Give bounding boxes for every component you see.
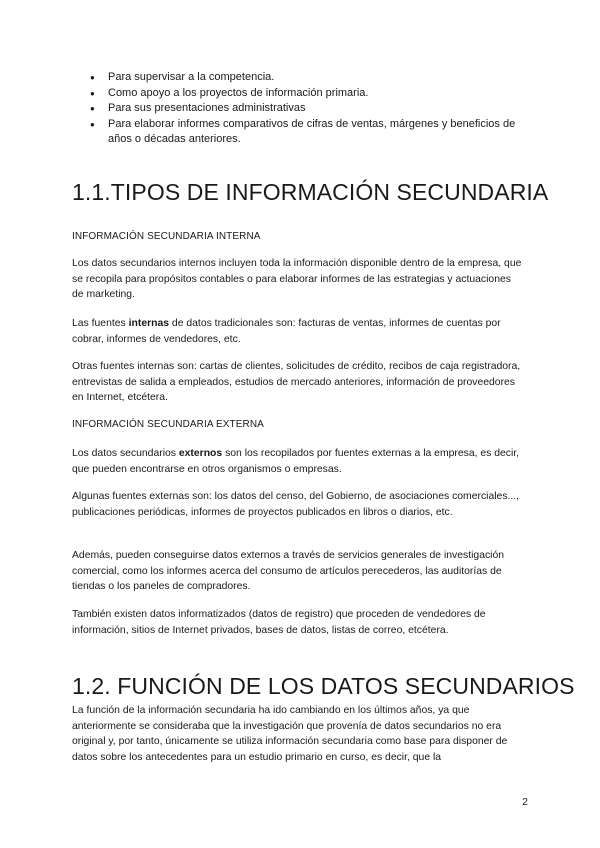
paragraph-servicios: Además, pueden conseguirse datos externos a través de servicios generales de investigación comercial, como los informes acerca del consumo de artículos perecederos, las auditorías de tiendas o los paneles de compradores. [72, 550, 505, 592]
bullet-item: ● Como apoyo a los proyectos de información primaria. [90, 86, 530, 102]
text-span: Las fuentes [72, 318, 129, 329]
paragraph-fuentes-externas: Algunas fuentes externas son: los datos del censo, del Gobierno, de asociaciones comerciales..., publicaciones periódicas, informes de proyectos publicados en libros o diarios, etc. [72, 491, 520, 518]
text-span: de datos tradicionales son: facturas de ventas, informes de cuentas por cobrar, informes de vendedores, etc. [72, 318, 501, 345]
section-heading-funcion: 1.2. FUNCIÓN DE LOS DATOS SECUNDARIOS [72, 673, 575, 699]
text-span: son los recopilados por fuentes externas a la empresa, es decir, que pueden encontrarse en otros organismos o empresas. [72, 448, 520, 475]
bold-term-externos: externos [178, 448, 223, 459]
paragraph-funcion: La función de la información secundaria ha ido cambiando en los últimos años, ya que anteriormente se consideraba que la investigación que provenía de datos secundarios no era original y, por tanto, únicamente se utiliza información secundaria como base para disponer de datos sobre los antecedentes para un estudio primario en curso, es decir, que la [72, 705, 508, 763]
bold-term-internas: internas [128, 318, 170, 329]
bullet-item: ● Para sus presentaciones administrativas [90, 101, 530, 117]
page-number: 2 [522, 796, 528, 808]
paragraph-otras-fuentes: Otras fuentes internas son: cartas de clientes, solicitudes de crédito, recibos de caja registradora, entrevistas de salida a empleados, estudios de mercado anteriores, información de proveedores en Internet, etcétera. [72, 361, 521, 403]
section-heading-tipos: 1.1.TIPOS DE INFORMACIÓN SECUNDARIA [72, 179, 549, 205]
bullet-list [90, 70, 530, 148]
subheading-interna: INFORMACIÓN SECUNDARIA INTERNA [72, 231, 261, 242]
bullet-item: ● Para supervisar a la competencia. [90, 70, 530, 86]
paragraph-externos-intro [72, 446, 524, 477]
paragraph-fuentes-internas [72, 316, 524, 347]
paragraph-datos-informatizados: También existen datos informatizados (datos de registro) que proceden de vendedores de información, sitios de Internet privados, bases de datos, listas de correo, etcétera. [72, 609, 486, 636]
bullet-item: ● Para elaborar informes comparativos de cifras de ventas, márgenes y beneficios de años o décadas anteriores. [90, 117, 530, 148]
text-span: Los datos secundarios [72, 448, 179, 459]
subheading-externa: INFORMACIÓN SECUNDARIA EXTERNA [72, 419, 264, 430]
paragraph-internos-intro: Los datos secundarios internos incluyen toda la información disponible dentro de la empresa, que se recopila para propósitos contables o para elaborar informes de las estrategias y actuaciones de marketing. [72, 258, 522, 300]
